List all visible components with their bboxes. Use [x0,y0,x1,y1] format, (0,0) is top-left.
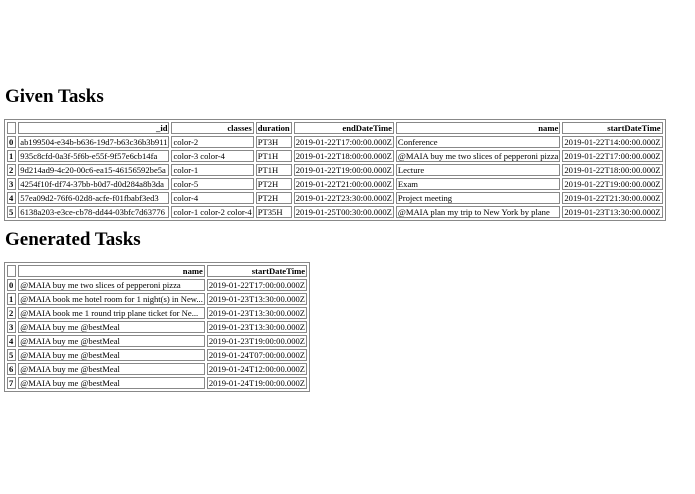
cell-name [18,335,205,347]
column-header-start-date-time: startDateTime [562,122,662,134]
cell-start-date-time: 2019-01-23T13:30:00.000Z [208,308,306,318]
cell-classes: color-1 color-2 color-4 [173,207,252,217]
cell-start-date-time: 2019-01-23T13:30:00.000Z [208,294,306,304]
cell-name: @MAIA buy me two slices of pepperoni pizza [397,151,559,161]
cell-name-text: @MAIA buy me @bestMeal [20,322,120,332]
table-row [7,349,307,361]
cell-duration: PT1H [256,164,292,176]
cell-start-date-time: 2019-01-23T13:30:00.000Z [208,322,306,332]
column-header-id: _id [18,122,169,134]
row-index: 3 [7,321,16,333]
cell-name-text: @MAIA buy me @bestMeal [20,378,120,388]
column-header-index [7,122,16,134]
table-row [7,307,307,319]
table-row [7,335,307,347]
cell-duration: PT35H [256,206,292,218]
cell-start-date-time: 2019-01-22T19:00:00.000Z [564,179,661,189]
cell-duration: PT2H [256,178,292,190]
cell-classes: color-3 color-4 [171,150,253,162]
row-index: 2 [7,164,16,176]
table-row [7,178,663,190]
cell-id: 935c8cfd-0a3f-5f6b-e55f-9f57e6cb14fa [18,150,169,162]
cell-end-date-time: 2019-01-25T00:30:00.000Z [295,207,392,217]
row-index: 3 [7,178,16,190]
cell-classes: color-2 [171,136,253,148]
cell-start-date-time: 2019-01-24T07:00:00.000Z [208,350,306,360]
table-header-row [7,265,307,277]
generated-tasks-table [4,262,310,392]
cell-name: Exam [396,178,560,190]
row-index: 4 [7,335,16,347]
given-tasks-table [4,119,666,221]
cell-name: Project meeting [396,192,560,204]
table-row [7,279,307,291]
row-index: 5 [7,206,16,218]
cell-end-date-time: 2019-01-22T18:00:00.000Z [295,151,392,161]
column-header-name: name [396,122,560,134]
cell-end-date-time: 2019-01-22T23:30:00.000Z [295,193,392,203]
cell-name-text: @MAIA buy me two slices of pepperoni pizza [20,280,181,290]
row-index: 0 [7,136,16,148]
given-tasks-heading: Given Tasks [5,86,104,107]
cell-name-text: @MAIA book me hotel room for 1 night(s) in New... [20,294,203,304]
cell-name [18,307,205,319]
column-header-duration: duration [257,123,290,133]
table-row [7,206,663,218]
cell-duration: PT3H [256,136,292,148]
column-header-index [7,265,16,277]
row-index: 5 [7,349,16,361]
cell-name [18,279,205,291]
cell-name [18,377,205,389]
cell-start-date-time: 2019-01-22T14:00:00.000Z [564,137,661,147]
cell-id: ab199504-e34b-b636-19d7-b63c36b3b911 [20,137,168,147]
table-row [7,321,307,333]
cell-name [18,363,205,375]
row-index: 2 [7,307,16,319]
column-header-end-date-time: endDateTime [294,122,394,134]
row-index: 4 [7,192,16,204]
cell-classes: color-4 [171,192,253,204]
cell-name-text: @MAIA buy me @bestMeal [20,364,120,374]
cell-start-date-time: 2019-01-22T17:00:00.000Z [208,280,306,290]
cell-name [18,349,205,361]
cell-start-date-time: 2019-01-23T19:00:00.000Z [208,336,306,346]
cell-duration: PT1H [256,150,292,162]
cell-name-text: @MAIA buy me @bestMeal [20,336,120,346]
cell-end-date-time: 2019-01-22T19:00:00.000Z [295,165,392,175]
cell-start-date-time: 2019-01-22T17:00:00.000Z [564,151,661,161]
row-index: 7 [7,377,16,389]
table-row [7,192,663,204]
column-header-name: name [18,265,205,277]
cell-name: Lecture [396,164,560,176]
table-row [7,164,663,176]
table-row [7,293,307,305]
row-index: 1 [7,293,16,305]
cell-end-date-time: 2019-01-22T17:00:00.000Z [295,137,392,147]
cell-start-date-time: 2019-01-22T21:30:00.000Z [564,193,661,203]
cell-id: 9d214ad9-4c20-00c6-ea15-46156592be5a [18,164,169,176]
cell-name: Conference [396,136,560,148]
generated-tasks-heading: Generated Tasks [5,229,141,250]
cell-name [18,293,205,305]
table-row [7,136,663,148]
cell-start-date-time: 2019-01-23T13:30:00.000Z [564,207,661,217]
table-row [7,377,307,389]
row-index: 0 [7,279,16,291]
column-header-start-date-time: startDateTime [207,265,307,277]
column-header-classes: classes [171,122,253,134]
cell-start-date-time: 2019-01-24T12:00:00.000Z [208,364,306,374]
cell-classes: color-5 [171,178,253,190]
cell-name: @MAIA plan my trip to New York by plane [396,206,560,218]
cell-start-date-time: 2019-01-22T18:00:00.000Z [564,165,661,175]
cell-name [18,321,205,333]
cell-id: 57ea09d2-76f6-02d8-acfe-f01fbabf3ed3 [18,192,169,204]
cell-name-text: @MAIA book me 1 round trip plane ticket for Ne... [20,308,199,318]
cell-end-date-time: 2019-01-22T21:00:00.000Z [295,179,392,189]
cell-id: 6138a203-e3ce-cb78-dd44-03bfc7d63776 [18,206,169,218]
row-index: 6 [7,363,16,375]
cell-classes: color-1 [171,164,253,176]
table-row [7,150,663,162]
cell-start-date-time: 2019-01-24T19:00:00.000Z [208,378,306,388]
cell-name-text: @MAIA buy me @bestMeal [20,350,120,360]
cell-id: 4254f10f-df74-37bb-b0d7-d0d284a8b3da [18,178,169,190]
row-index: 1 [7,150,16,162]
cell-duration: PT2H [256,192,292,204]
table-header-row [7,122,663,134]
table-row [7,363,307,375]
